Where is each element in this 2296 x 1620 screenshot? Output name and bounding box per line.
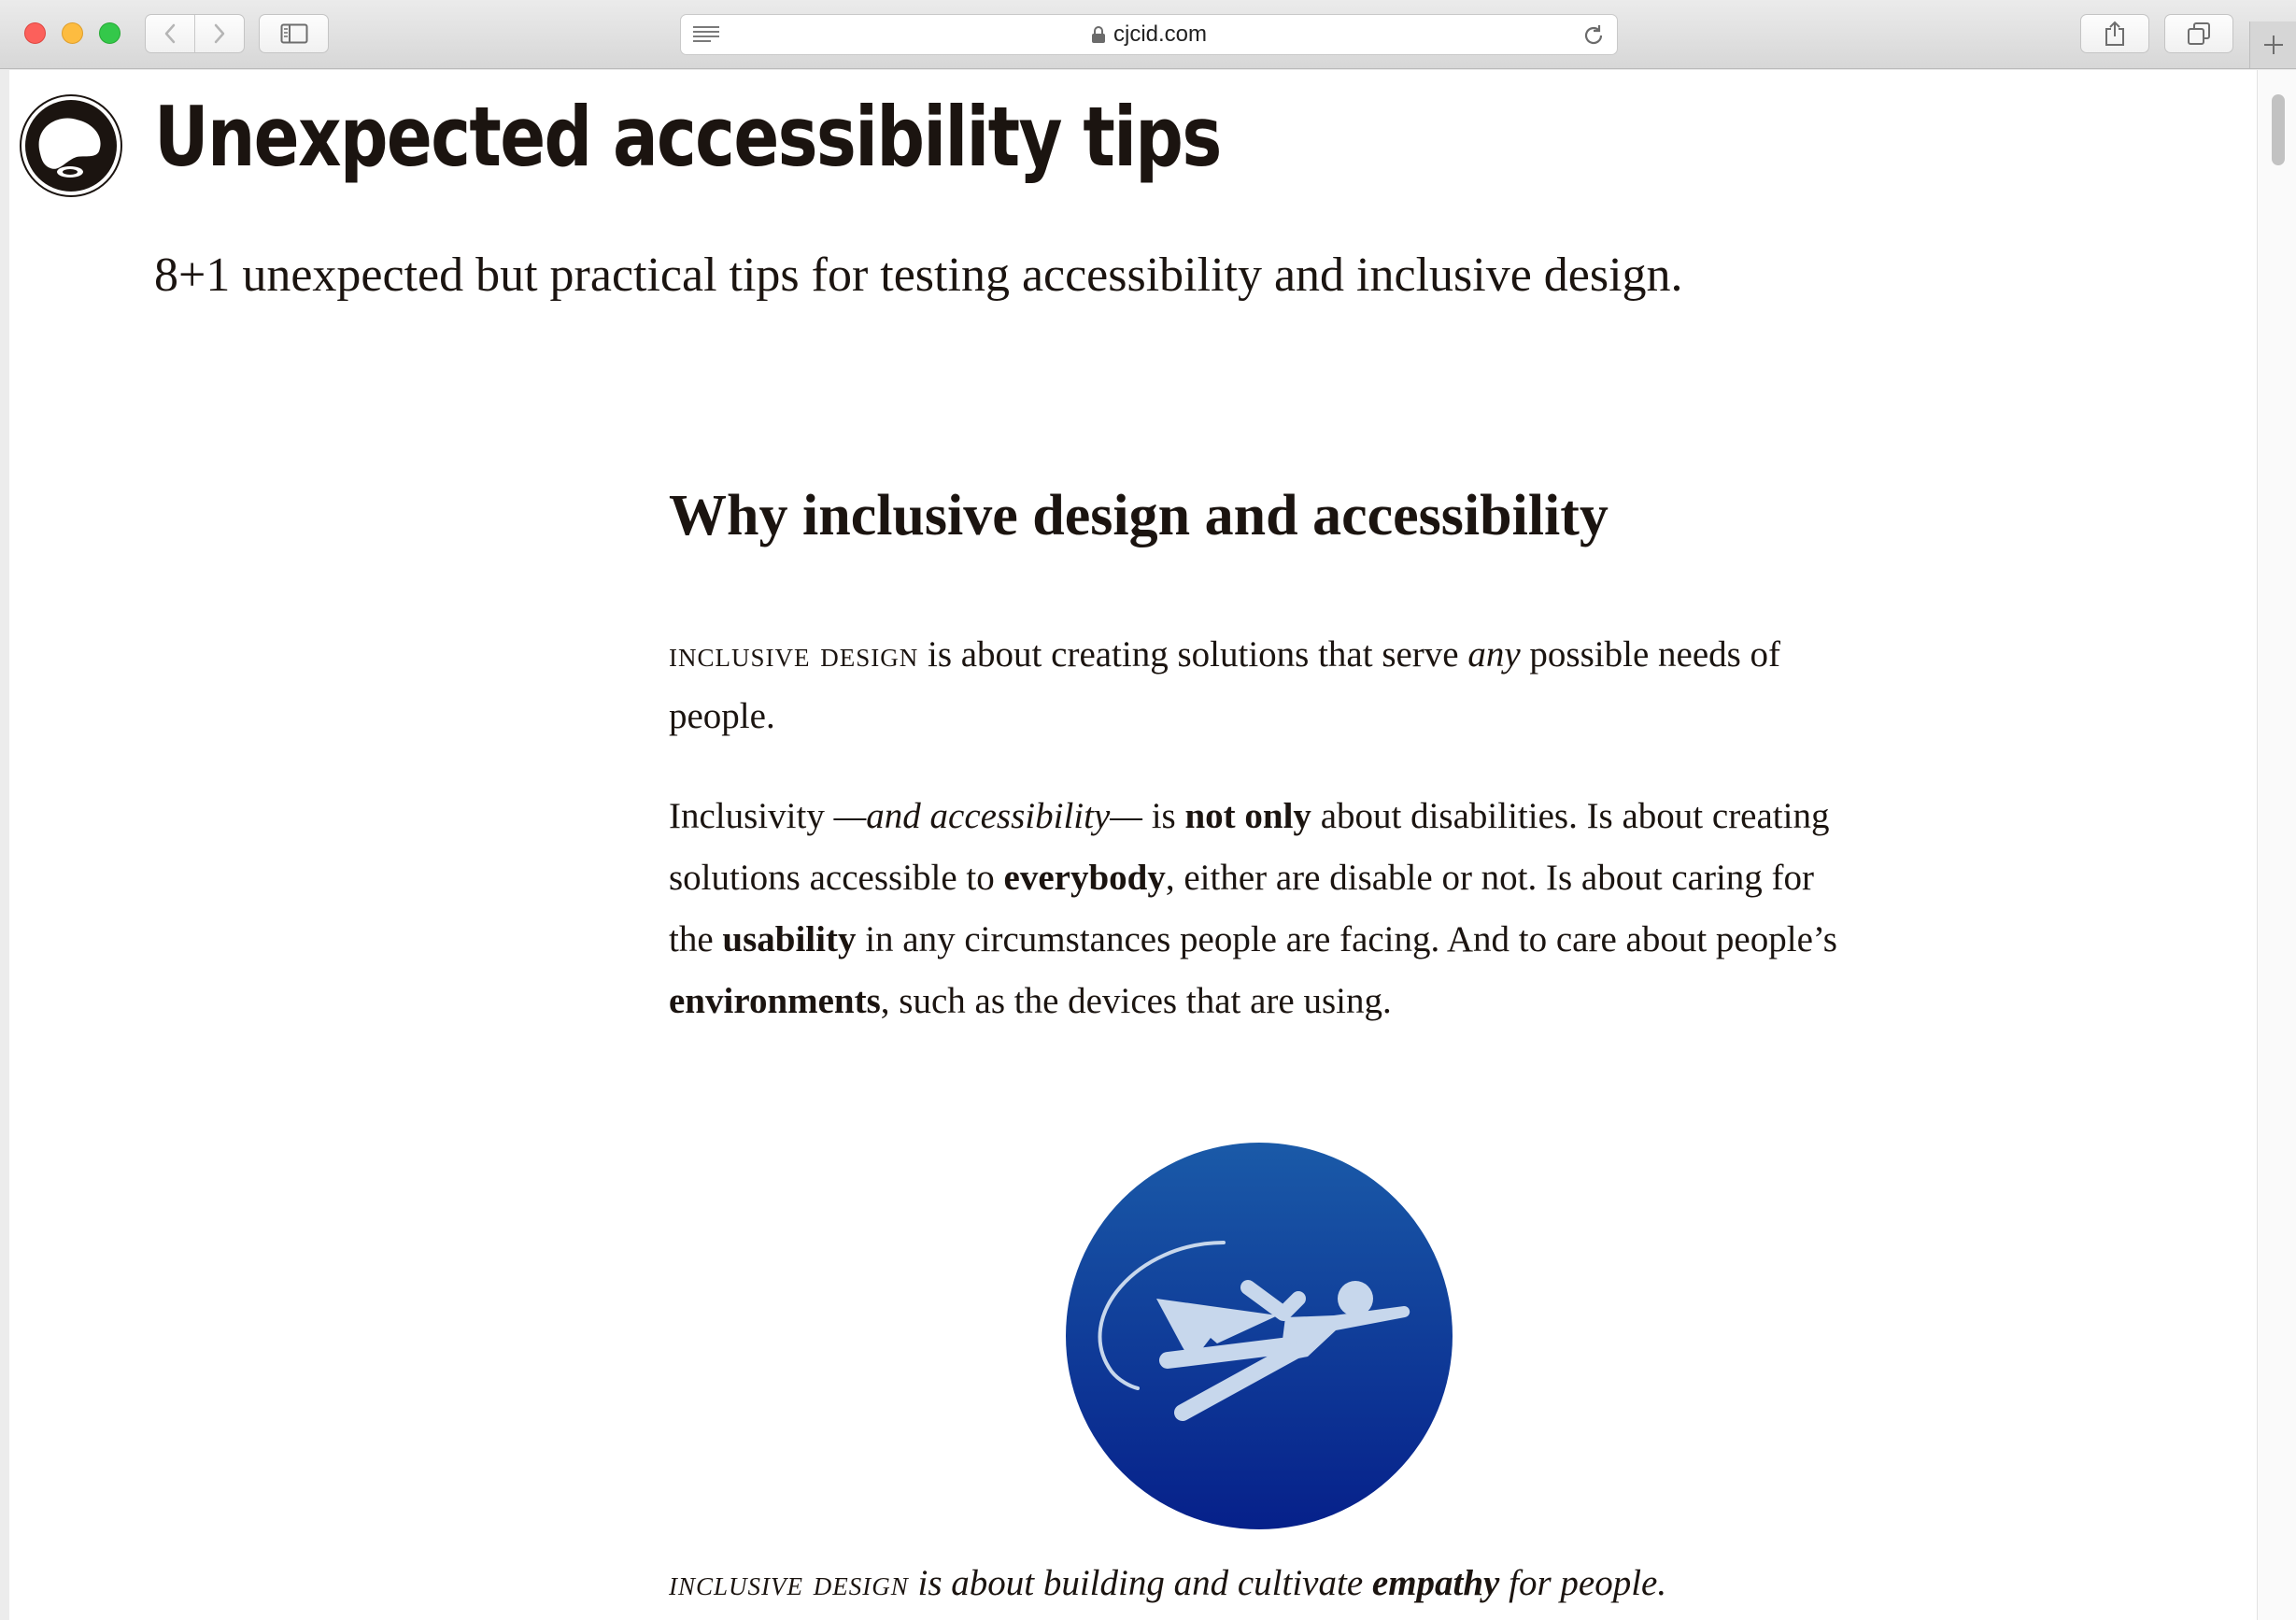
section-heading: Why inclusive design and accessibility (669, 484, 1609, 547)
url-text: cjcid.com (1113, 21, 1208, 47)
article-body (669, 481, 1846, 1021)
chevron-left-icon (163, 22, 177, 45)
para2-text-4: , either are disable or not. Is about caring for the (669, 858, 1814, 959)
lock-icon (1091, 25, 1106, 44)
minimize-window-button[interactable] (62, 22, 83, 44)
history-nav-group (145, 14, 245, 53)
caption-text-a: is about building and cultivate (908, 1563, 1372, 1603)
paragraph-inclusivity (669, 786, 1846, 1032)
para2-text-5: in any circumstances people are facing. And to care about people’s (856, 919, 1837, 959)
url-display (681, 15, 1617, 54)
page-subtitle: 8+1 unexpected but practical tips for testing accessibility and inclusive design. (154, 249, 1683, 302)
caption-text-b: for people. (1499, 1563, 1667, 1603)
paragraph-inclusive-design (669, 624, 1846, 747)
caption-term: inclusive design (669, 1563, 909, 1603)
para2-italic-1: —and accessibility— (833, 796, 1142, 836)
forward-button[interactable] (195, 15, 244, 52)
para2-bold-usability: usability (722, 919, 857, 959)
para2-text-1: Inclusivity (669, 796, 834, 836)
close-window-button[interactable] (24, 22, 46, 44)
share-button[interactable] (2080, 14, 2149, 53)
web-page (9, 70, 2257, 1620)
para2-bold-not-only: not only (1184, 796, 1311, 836)
flying-superhero-icon (1063, 1140, 1455, 1532)
para1-emphasis: any (1467, 634, 1521, 675)
address-bar[interactable] (680, 14, 1618, 55)
para2-text-6: , such as the devices that are using. (880, 981, 1392, 1021)
image-caption (669, 1562, 1666, 1604)
browser-toolbar (0, 0, 2296, 69)
sidebar-icon (280, 23, 308, 44)
plus-icon (2263, 35, 2284, 55)
back-button[interactable] (146, 15, 195, 52)
term-inclusive-design: inclusive design (669, 634, 919, 675)
zoom-window-button[interactable] (99, 22, 120, 44)
para1-text-a: is about creating solutions that serve (918, 634, 1468, 675)
caption-bold-empathy: empathy (1371, 1563, 1500, 1603)
scrollbar-thumb[interactable] (2272, 94, 2285, 165)
share-icon (2104, 21, 2126, 47)
para2-text-2: is (1141, 796, 1185, 836)
show-all-tabs-button[interactable] (2164, 14, 2233, 53)
site-logo-icon[interactable] (19, 93, 123, 198)
chevron-right-icon (213, 22, 226, 45)
vertical-scrollbar[interactable] (2257, 70, 2296, 1620)
para2-bold-environments: environments (669, 981, 881, 1021)
page-title: Unexpected accessibility tips (154, 89, 1221, 185)
new-tab-button[interactable] (2249, 21, 2296, 68)
para2-text-3: about disabilities. Is about creating solutions accessible to (669, 796, 1830, 898)
show-sidebar-button[interactable] (259, 14, 329, 53)
para1-text-b: possible needs of people. (669, 634, 1781, 736)
para2-bold-everybody: everybody (1003, 858, 1166, 898)
tabs-overview-icon (2187, 21, 2211, 46)
reload-icon[interactable] (1581, 23, 1606, 48)
